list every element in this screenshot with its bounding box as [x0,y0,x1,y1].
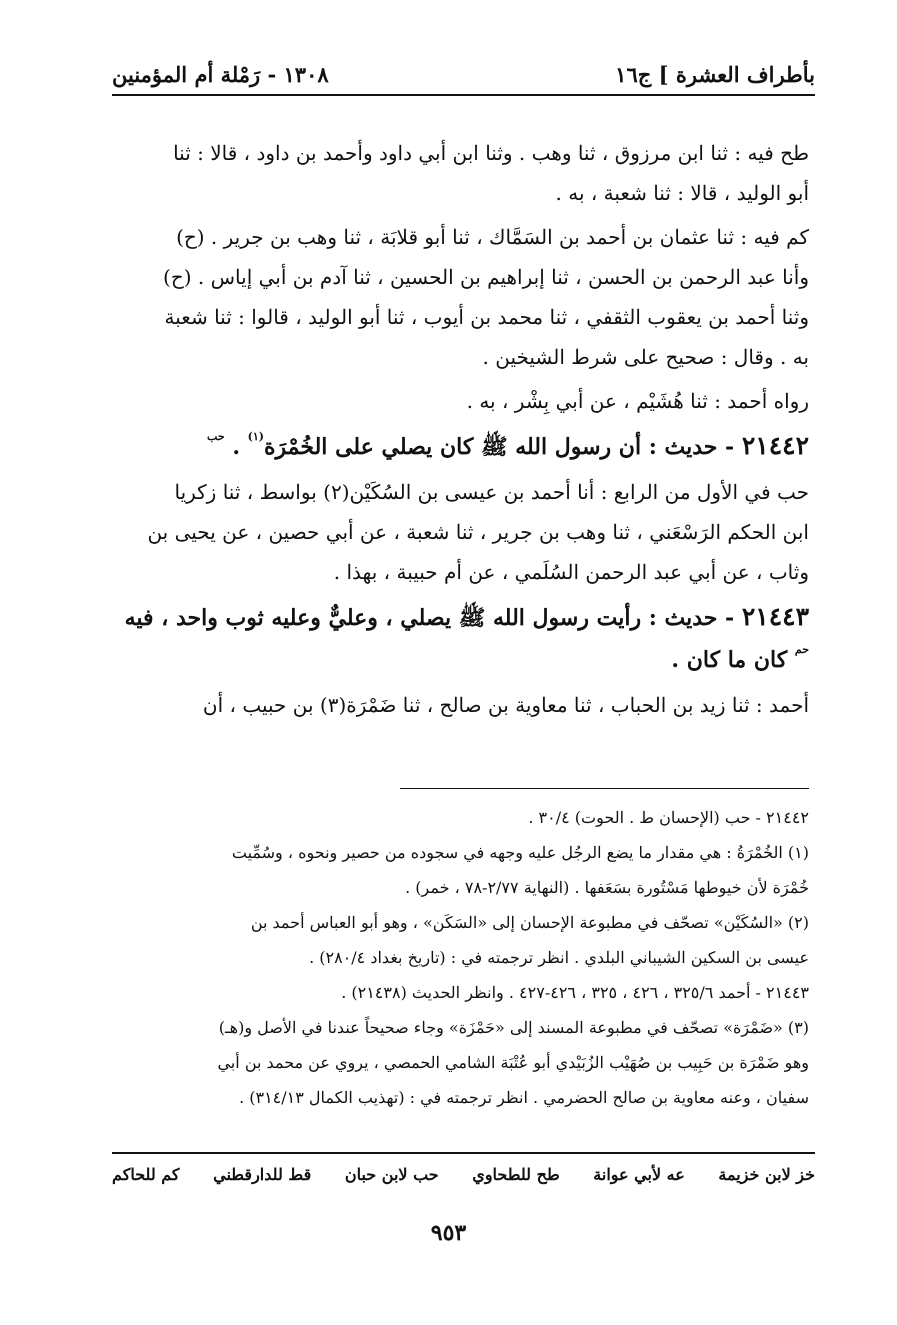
legend-item: طح للطحاوي [472,1165,560,1184]
header-right-title: بأطراف العشرة ] ج١٦ [615,62,815,87]
footnote-line: وهو ضَمْرَة بن حَبِيب بن صُهَيْب الزُبَيْدي أبو عُتْبَة الشامي الحمصي ، يروي عن محمد بن أبي [217,1053,809,1072]
footnote-line: سفيان ، وعنه معاوية بن صالح الحضرمي . انظر ترجمته في : (تهذيب الكمال ٣١٤/١٣) . [239,1088,809,1107]
header-rule [112,94,815,96]
text-line: حب في الأول من الرابع : أنا أحمد بن عيسى بن السُكَيْن(٢) بواسط ، ثنا زكريا [174,480,809,504]
paragraph-1 [112,133,809,213]
header-left-title: ١٣٠٨ - رَمْلة أم المؤمنين [112,62,329,87]
footnote-line: (١) الخُمْرَةُ : هي مقدار ما يضع الرجُل عليه وجهه في سجوده من حصير ونحوه ، وسُمِّيت [231,843,809,862]
text-line: كم فيه : ثنا عثمان بن أحمد بن السَمَّاك ، ثنا أبو قلابَة ، ثنا وهب بن جرير . (ح) [176,225,809,249]
legend-item: عه لأبي عوانة [593,1165,685,1184]
text-line: أبو الوليد ، قالا : ثنا شعبة ، به . [555,181,809,205]
paragraph-3 [112,381,809,421]
hadith-title: - حديث : أن رسول الله ﷺ كان يصلي على الخُمْرَة [264,434,735,460]
text-line: به . وقال : صحيح على شرط الشيخين . [482,345,809,369]
legend-item: كم للحاكم [112,1165,180,1184]
legend-item: قط للدارقطني [213,1165,312,1184]
footnote-separator [400,788,809,789]
main-text [112,133,809,729]
text-line: وثاب ، عن أبي عبد الرحمن السُلَمي ، عن أم حبيبة ، بهذا . [333,560,809,584]
hadith-title: - حديث : رأيت رسول الله ﷺ يصلي ، وعليٌّ وعليه ثوب واحد ، فيه [124,605,735,631]
hadith-number: ٢١٤٤٣ [741,602,809,631]
paragraph-4 [112,472,809,592]
text-line: أحمد : ثنا زيد بن الحباب ، ثنا معاوية بن صالح ، ثنا ضَمْرَة(٣) بن حبيب ، أن [202,693,809,717]
source-mark: حم [794,643,809,656]
footnote-line: (٢) «السُكَيْن» تصحّف في مطبوعة الإحسان إلى «السَكَن» ، وهو أبو العباس أحمد بن [250,913,809,932]
paragraph-5 [112,685,809,725]
footnote-line: خُمْرَة لأن خيوطها مَسْتُورة بسَعَفها . (النهاية ٢/٧٧-٧٨ ، خمر) . [405,878,809,897]
text-line: وأنا عبد الرحمن بن الحسن ، ثنا إبراهيم بن الحسين ، ثنا آدم بن أبي إياس . (ح) [163,265,809,289]
footnote-line: ٢١٤٤٢ - حب (الإحسان ط . الحوت) ٣٠/٤ . [528,808,809,827]
abbreviation-legend [112,1165,815,1184]
text-line: وثنا أحمد بن يعقوب الثقفي ، ثنا محمد بن أيوب ، ثنا أبو الوليد ، قالوا : ثنا شعبة [164,305,809,329]
footnote-line: ٢١٤٤٣ - أحمد ٣٢٥/٦ ، ٤٢٦ ، ٣٢٥ ، ٤٢٦-٤٢٧ . وانظر الحديث (٢١٤٣٨) . [341,983,809,1002]
footnotes [112,800,809,1115]
hadith-2443-heading-cont [112,639,809,685]
hadith-2442-heading [112,425,809,472]
paragraph-2 [112,217,809,377]
text-line: رواه أحمد : ثنا هُشَيْم ، عن أبي بِشْر ، به . [466,389,809,413]
page-number: ٩٥٣ [430,1220,467,1246]
hadith-number: ٢١٤٤٢ [741,431,809,460]
legend-item: حب لابن حبان [344,1165,439,1184]
legend-rule [112,1152,815,1154]
legend-item: خز لابن خزيمة [718,1165,815,1184]
text-line: ابن الحكم الرَسْعَني ، ثنا وهب بن جرير ، ثنا شعبة ، عن أبي حصين ، عن يحيى بن [147,520,809,544]
footnote-line: (٣) «ضَمْرَة» تصحّف في مطبوعة المسند إلى «حَمْزَة» وجاء صحيحاً عندنا في الأصل و(هـ) [218,1018,809,1037]
hadith-2443-heading [112,596,809,639]
hadith-title-end: . [232,434,248,460]
source-mark: حب [207,430,225,443]
text-line: طح فيه : ثنا ابن مرزوق ، ثنا وهب . وثنا ابن أبي داود وأحمد بن داود ، قالا : ثنا [173,141,809,165]
running-header [112,52,815,96]
hadith-title-cont: كان ما كان . [671,647,788,673]
footnote-ref: (١) [247,430,265,443]
footnote-line: عيسى بن السكين الشيباني البلدي . انظر ترجمته في : (تاريخ بغداد ٢٨٠/٤) . [309,948,809,967]
